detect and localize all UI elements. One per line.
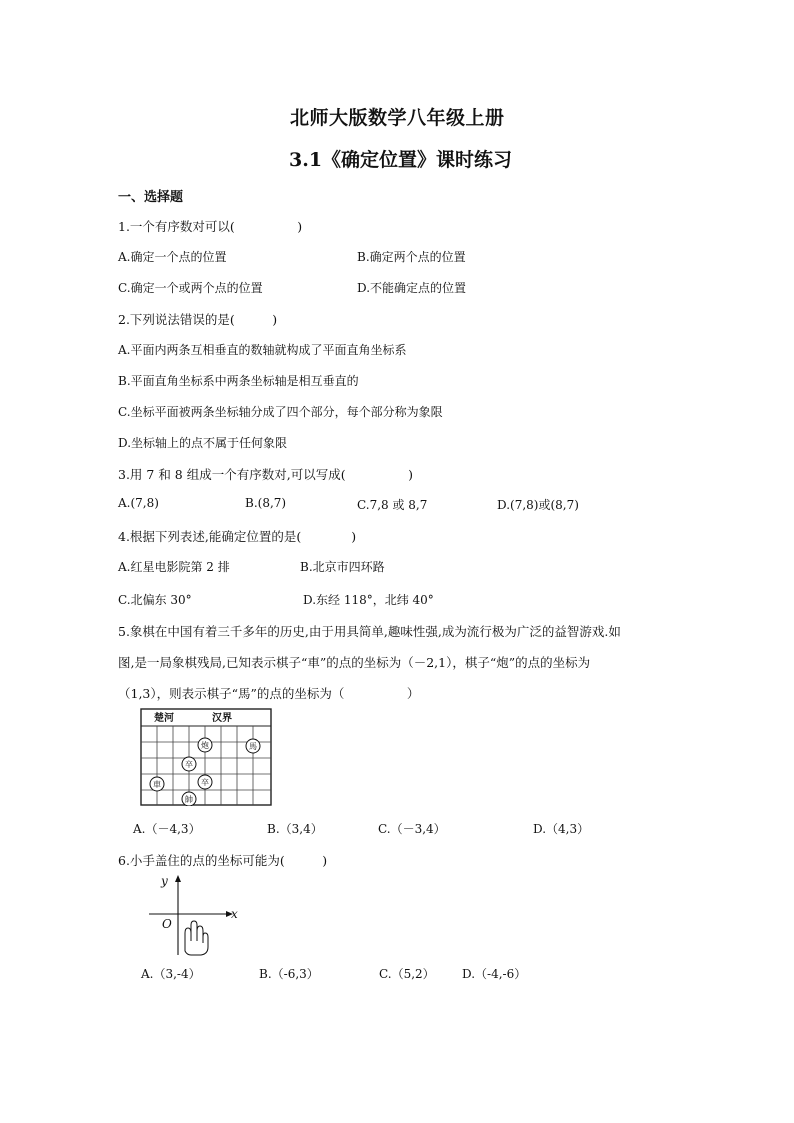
question-2-option-b: B.平面直角坐标系中两条坐标轴是相互垂直的 bbox=[118, 374, 359, 388]
river-label-left: 楚河 bbox=[154, 713, 174, 724]
question-5-option-d: D.（4,3） bbox=[533, 822, 590, 836]
question-5-option-c: C.（－3,4） bbox=[378, 822, 446, 836]
question-5-stem-line-2: 图,是一局象棋残局,已知表示棋子“車”的点的坐标为（－2,1），棋子“炮”的点的坐标为 bbox=[118, 655, 591, 670]
question-6-option-c: C.（5,2） bbox=[379, 967, 435, 981]
question-2-option-a: A.平面内两条互相垂直的数轴就构成了平面直角坐标系 bbox=[118, 343, 407, 357]
chess-board-figure bbox=[140, 708, 272, 806]
page-title: 北师大版数学八年级上册 bbox=[290, 107, 505, 129]
chess-piece-zu-1 bbox=[182, 757, 196, 771]
question-4-option-b: B.北京市四环路 bbox=[300, 560, 385, 574]
question-3-option-b: B.(8,7) bbox=[245, 496, 287, 510]
question-6-option-b: B.（-6,3） bbox=[259, 967, 319, 981]
question-4-option-c: C.北偏东 30° bbox=[118, 593, 192, 607]
coordinate-axes-figure bbox=[145, 873, 245, 958]
chess-board-diagram bbox=[140, 708, 272, 806]
question-2-stem: 2.下列说法错误的是( ) bbox=[118, 312, 278, 327]
chess-piece-shuai bbox=[182, 792, 196, 806]
section-title: 一、选择题 bbox=[118, 190, 184, 205]
question-1-option-c: C.确定一个或两个点的位置 bbox=[118, 281, 263, 295]
svg-text:炮: 炮 bbox=[201, 741, 209, 750]
svg-text:帥: 帥 bbox=[185, 795, 193, 804]
chess-piece-ju bbox=[150, 777, 164, 791]
question-1-stem: 1.一个有序数对可以( ) bbox=[118, 219, 303, 234]
question-5-stem-line-1: 5.象棋在中国有着三千多年的历史,由于用具简单,趣味性强,成为流行极为广泛的益智游戏.如 bbox=[118, 624, 621, 639]
chess-piece-pao bbox=[198, 738, 212, 752]
svg-text:卒: 卒 bbox=[201, 778, 209, 787]
chess-piece-ma bbox=[246, 739, 260, 753]
chess-piece-zu-2 bbox=[198, 775, 212, 789]
question-2-option-c: C.坐标平面被两条坐标轴分成了四个部分，每个部分称为象限 bbox=[118, 405, 443, 419]
x-axis-label: x bbox=[231, 907, 238, 921]
question-1-option-a: A.确定一个点的位置 bbox=[118, 250, 227, 264]
question-3-option-d: D.(7,8)或(8,7) bbox=[497, 498, 579, 512]
y-axis-label: y bbox=[161, 874, 168, 888]
svg-text:車: 車 bbox=[153, 780, 161, 789]
question-3-stem: 3.用 7 和 8 组成一个有序数对,可以写成( ) bbox=[118, 467, 413, 482]
question-4-option-a: A.红星电影院第 2 排 bbox=[118, 560, 230, 574]
origin-label: O bbox=[162, 917, 172, 931]
question-4-stem: 4.根据下列表述,能确定位置的是( ) bbox=[118, 529, 357, 544]
hand-icon bbox=[185, 921, 208, 955]
svg-text:馬: 馬 bbox=[249, 742, 257, 751]
coordinate-axes-diagram bbox=[145, 873, 245, 958]
question-1-option-b: B.确定两个点的位置 bbox=[357, 250, 466, 264]
question-1-option-d: D.不能确定点的位置 bbox=[357, 281, 467, 295]
svg-text:卒: 卒 bbox=[185, 760, 193, 769]
question-6-option-a: A.（3,-4） bbox=[141, 967, 201, 981]
question-3-option-c: C.7,8 或 8,7 bbox=[357, 498, 428, 512]
question-3-option-a: A.(7,8) bbox=[118, 496, 159, 510]
question-5-option-b: B.（3,4） bbox=[267, 822, 323, 836]
river-label-right: 汉界 bbox=[212, 713, 232, 724]
page-subtitle: 3.1《确定位置》课时练习 bbox=[289, 149, 513, 171]
question-4-option-d: D.东经 118°，北纬 40° bbox=[303, 593, 434, 607]
question-5-option-a: A.（－4,3） bbox=[133, 822, 201, 836]
question-6-stem: 6.小手盖住的点的坐标可能为( ) bbox=[118, 853, 328, 868]
question-5-stem-line-3: （1,3），则表示棋子“馬”的点的坐标为（ ） bbox=[118, 686, 420, 701]
question-6-option-d: D.（-4,-6） bbox=[462, 967, 527, 981]
question-2-option-d: D.坐标轴上的点不属于任何象限 bbox=[118, 436, 288, 450]
